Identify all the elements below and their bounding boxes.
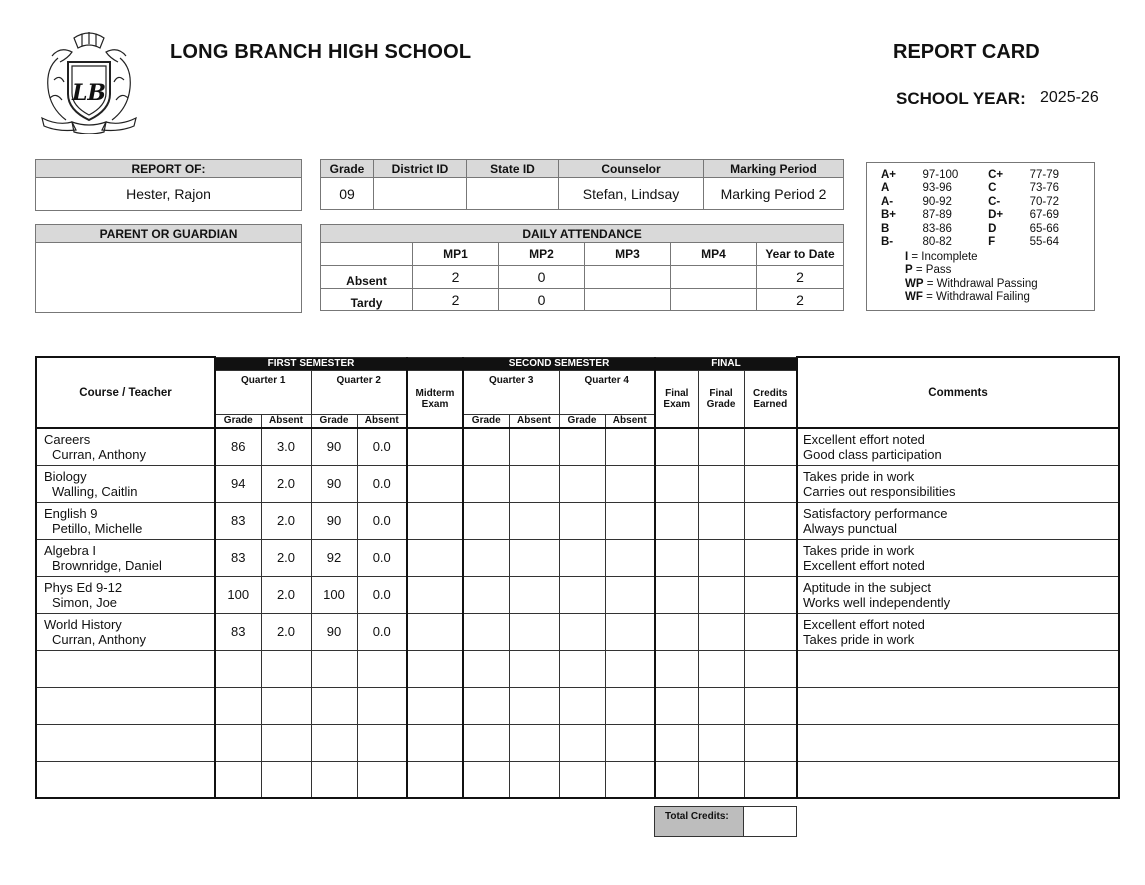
comment-line: Excellent effort noted [803, 616, 925, 632]
q1-absent [261, 687, 311, 724]
q2-absent [357, 687, 407, 724]
course-teacher-cell [36, 465, 215, 502]
q1-grade: 94 [215, 465, 261, 502]
q1-grade: 86 [215, 428, 261, 465]
credits-earned [744, 539, 797, 576]
grade-range: 67-69 [1029, 209, 1059, 222]
attendance-absent-mp4 [671, 266, 757, 289]
q1-absent-subheader: Absent [261, 414, 311, 428]
q1-absent [261, 650, 311, 687]
q4-absent [605, 650, 655, 687]
midterm-exam-header: Midterm Exam [407, 370, 463, 428]
course-row [36, 502, 1119, 539]
attendance-header-mp4: MP4 [671, 243, 757, 266]
midterm-exam [407, 539, 463, 576]
teacher-name: Petillo, Michelle [52, 520, 143, 536]
attendance-header-ytd: Year to Date [757, 243, 844, 266]
total-credits-label: Total Credits: [654, 806, 744, 837]
info-header-district-id: District ID [374, 160, 467, 178]
q2-grade [311, 724, 357, 761]
q2-grade [311, 687, 357, 724]
grade-letter: D [988, 222, 997, 235]
grade-letter: A- [881, 195, 894, 208]
grade-code: I [905, 251, 909, 263]
teacher-name: Curran, Anthony [52, 631, 146, 647]
course-teacher-cell [36, 576, 215, 613]
student-info-table [320, 159, 844, 210]
q3-grade [463, 428, 509, 465]
q4-absent [605, 428, 655, 465]
course-row [36, 428, 1119, 465]
comments-cell [797, 724, 1119, 761]
midterm-exam [407, 761, 463, 798]
grade-code-note [905, 291, 1038, 304]
final-grade [698, 761, 744, 798]
final-grade [698, 428, 744, 465]
q4-absent-subheader: Absent [605, 414, 655, 428]
grading-scale-table [881, 169, 1094, 249]
q3-grade [463, 761, 509, 798]
grade-letter: C [988, 182, 997, 195]
comments-cell [797, 761, 1119, 798]
course-teacher-cell [36, 761, 215, 798]
course-row [36, 576, 1119, 613]
guardian-label: PARENT OR GUARDIAN [36, 225, 302, 243]
info-counselor: Stefan, Lindsay [559, 178, 704, 210]
q3-absent [509, 650, 559, 687]
credits-earned [744, 502, 797, 539]
grade-range: 90-92 [922, 195, 952, 208]
q4-grade [559, 761, 605, 798]
q2-absent: 0.0 [357, 502, 407, 539]
school-year-label: SCHOOL YEAR: [896, 89, 1026, 108]
q1-absent: 2.0 [261, 613, 311, 650]
grade-range: 97-100 [922, 169, 959, 181]
school-name: LONG BRANCH HIGH SCHOOL [170, 41, 472, 63]
comments-cell [797, 539, 1119, 576]
final-grade [698, 539, 744, 576]
q1-grade [215, 724, 261, 761]
attendance-header-mp3: MP3 [585, 243, 671, 266]
q3-grade [463, 650, 509, 687]
course-teacher-cell [36, 613, 215, 650]
attendance-tardy-ytd: 2 [757, 289, 844, 311]
info-grade: 09 [321, 178, 374, 210]
attendance-header-mp2: MP2 [499, 243, 585, 266]
midterm-top-header [407, 357, 463, 370]
q1-absent [261, 724, 311, 761]
q1-absent: 3.0 [261, 428, 311, 465]
final-exam [655, 761, 698, 798]
credits-earned [744, 687, 797, 724]
grade-code-note [905, 251, 1038, 264]
comments-cell [797, 687, 1119, 724]
q3-grade [463, 687, 509, 724]
midterm-exam [407, 613, 463, 650]
course-teacher-cell [36, 650, 215, 687]
q3-grade-subheader: Grade [463, 414, 509, 428]
q3-grade [463, 465, 509, 502]
final-exam [655, 465, 698, 502]
comment-line: Satisfactory performance [803, 505, 948, 521]
empty-course-row [36, 724, 1119, 761]
empty-course-row [36, 761, 1119, 798]
q4-absent [605, 539, 655, 576]
midterm-exam [407, 576, 463, 613]
comments-cell [797, 428, 1119, 465]
comment-line: Aptitude in the subject [803, 579, 931, 595]
grade-scale-row [881, 196, 1094, 209]
q1-absent: 2.0 [261, 465, 311, 502]
q4-grade-subheader: Grade [559, 414, 605, 428]
course-name: World History [44, 616, 122, 632]
final-grade [698, 502, 744, 539]
final-exam [655, 502, 698, 539]
credits-earned-header: Credits Earned [744, 370, 797, 428]
grade-code-note [905, 264, 1038, 277]
q1-grade [215, 687, 261, 724]
grade-code-meaning: = Incomplete [908, 251, 978, 263]
q2-absent: 0.0 [357, 613, 407, 650]
credits-earned [744, 724, 797, 761]
course-teacher-cell [36, 687, 215, 724]
attendance-table [320, 224, 844, 311]
final-grade [698, 724, 744, 761]
attendance-tardy-mp2: 0 [499, 289, 585, 311]
q3-grade [463, 724, 509, 761]
midterm-exam [407, 502, 463, 539]
second-semester-header: SECOND SEMESTER [463, 357, 655, 370]
grade-scale-row [881, 236, 1094, 249]
comments-cell [797, 576, 1119, 613]
quarter2-header: Quarter 2 [311, 370, 407, 414]
attendance-absent-mp1: 2 [413, 266, 499, 289]
q2-absent [357, 724, 407, 761]
comments-cell [797, 613, 1119, 650]
info-header-grade: Grade [321, 160, 374, 178]
comment-line: Works well independently [803, 594, 951, 610]
grade-range: 80-82 [922, 236, 952, 249]
report-of-box [35, 159, 302, 211]
info-marking-period: Marking Period 2 [704, 178, 844, 210]
q3-absent [509, 428, 559, 465]
q4-grade [559, 724, 605, 761]
crest-monogram: LB [71, 80, 107, 106]
q1-grade-subheader: Grade [215, 414, 261, 428]
final-exam [655, 650, 698, 687]
credits-earned [744, 465, 797, 502]
quarter3-header: Quarter 3 [463, 370, 559, 414]
q3-grade [463, 576, 509, 613]
grade-letter: A+ [881, 169, 897, 181]
q1-grade [215, 761, 261, 798]
grade-code-meaning: = Pass [912, 264, 952, 277]
final-header: FINAL [655, 357, 797, 370]
q4-grade [559, 539, 605, 576]
q4-grade [559, 428, 605, 465]
credits-earned [744, 761, 797, 798]
comments-cell [797, 465, 1119, 502]
comments-header: Comments [797, 357, 1119, 428]
q1-absent: 2.0 [261, 539, 311, 576]
teacher-name: Brownridge, Daniel [52, 557, 162, 573]
midterm-exam [407, 650, 463, 687]
course-row [36, 539, 1119, 576]
q2-absent-subheader: Absent [357, 414, 407, 428]
midterm-exam [407, 465, 463, 502]
comment-line: Good class participation [803, 446, 942, 462]
comment-line: Takes pride in work [803, 542, 915, 558]
grades-table [35, 356, 1120, 799]
school-year-value: 2025-26 [1040, 89, 1099, 106]
final-grade [698, 613, 744, 650]
grade-code: WP [905, 277, 924, 290]
q1-absent [261, 761, 311, 798]
attendance-tardy-label: Tardy [321, 289, 413, 311]
info-district-id [374, 178, 467, 210]
grade-letter: D+ [988, 209, 1004, 222]
q4-absent [605, 687, 655, 724]
credits-earned [744, 576, 797, 613]
midterm-exam [407, 687, 463, 724]
grade-letter: B+ [881, 209, 897, 222]
q3-absent [509, 576, 559, 613]
q2-grade [311, 650, 357, 687]
grade-range: 73-76 [1029, 182, 1059, 195]
grade-letter: A [881, 182, 890, 195]
comment-line: Excellent effort noted [803, 557, 925, 573]
q4-grade [559, 650, 605, 687]
course-name: Phys Ed 9-12 [44, 579, 123, 595]
attendance-tardy-mp1: 2 [413, 289, 499, 311]
q2-absent [357, 650, 407, 687]
q1-grade: 83 [215, 539, 261, 576]
course-row [36, 465, 1119, 502]
credits-earned [744, 650, 797, 687]
empty-course-row [36, 650, 1119, 687]
final-exam [655, 613, 698, 650]
attendance-absent-mp2: 0 [499, 266, 585, 289]
comment-line: Takes pride in work [803, 468, 915, 484]
q1-grade: 83 [215, 613, 261, 650]
quarter4-header: Quarter 4 [559, 370, 655, 414]
q2-absent: 0.0 [357, 539, 407, 576]
teacher-name: Curran, Anthony [52, 446, 146, 462]
grading-scale-legend [866, 162, 1095, 311]
course-teacher-cell [36, 539, 215, 576]
q1-grade: 83 [215, 502, 261, 539]
course-teacher-header: Course / Teacher [36, 357, 215, 428]
final-exam [655, 539, 698, 576]
info-state-id [467, 178, 559, 210]
final-grade-header: Final Grade [698, 370, 744, 428]
grade-scale-row [881, 223, 1094, 236]
grade-range: 83-86 [922, 222, 952, 235]
grade-code-meaning: = Withdrawal Failing [922, 291, 1030, 304]
grade-code-note [905, 278, 1038, 291]
q4-absent [605, 502, 655, 539]
q4-grade [559, 576, 605, 613]
grade-scale-row [881, 209, 1094, 222]
grade-scale-row [881, 169, 1094, 182]
attendance-header-mp1: MP1 [413, 243, 499, 266]
attendance-absent-ytd: 2 [757, 266, 844, 289]
q3-absent-subheader: Absent [509, 414, 559, 428]
final-exam-header: Final Exam [655, 370, 698, 428]
final-grade [698, 576, 744, 613]
guardian-value [36, 243, 302, 313]
final-exam [655, 428, 698, 465]
q2-grade: 90 [311, 428, 357, 465]
final-grade [698, 650, 744, 687]
info-header-counselor: Counselor [559, 160, 704, 178]
grade-letter: C+ [988, 169, 1004, 181]
q2-grade: 92 [311, 539, 357, 576]
final-exam [655, 687, 698, 724]
course-name: Careers [44, 431, 91, 447]
q2-grade: 90 [311, 502, 357, 539]
final-grade [698, 687, 744, 724]
teacher-name: Walling, Caitlin [52, 483, 138, 499]
q1-grade: 100 [215, 576, 261, 613]
q4-grade [559, 613, 605, 650]
student-name: Hester, Rajon [36, 178, 302, 211]
grade-scale-row [881, 182, 1094, 195]
q4-grade [559, 502, 605, 539]
grade-code: P [905, 264, 913, 277]
q2-absent: 0.0 [357, 576, 407, 613]
document-title: REPORT CARD [893, 41, 1040, 63]
grade-letter: C- [988, 195, 1001, 208]
q4-grade [559, 465, 605, 502]
credits-earned [744, 428, 797, 465]
q2-grade-subheader: Grade [311, 414, 357, 428]
grade-letter: F [988, 236, 996, 249]
q3-grade [463, 613, 509, 650]
q3-absent [509, 687, 559, 724]
q3-absent [509, 613, 559, 650]
quarter1-header: Quarter 1 [215, 370, 311, 414]
attendance-absent-mp3 [585, 266, 671, 289]
credits-earned [744, 613, 797, 650]
course-name: Biology [44, 468, 87, 484]
q3-absent [509, 724, 559, 761]
q3-absent [509, 539, 559, 576]
info-header-state-id: State ID [467, 160, 559, 178]
q4-absent [605, 576, 655, 613]
grade-range: 70-72 [1029, 195, 1059, 208]
grade-range: 55-64 [1029, 236, 1059, 249]
comments-cell [797, 650, 1119, 687]
attendance-tardy-mp4 [671, 289, 757, 311]
grade-range: 77-79 [1029, 169, 1059, 181]
q4-absent [605, 724, 655, 761]
comment-line: Excellent effort noted [803, 431, 925, 447]
course-name: English 9 [44, 505, 98, 521]
attendance-absent-label: Absent [321, 266, 413, 289]
final-exam [655, 724, 698, 761]
comment-line: Takes pride in work [803, 631, 915, 647]
school-crest-logo [38, 28, 140, 134]
grade-range: 65-66 [1029, 222, 1059, 235]
q2-grade: 90 [311, 613, 357, 650]
grade-letter: B [881, 222, 890, 235]
q2-grade: 100 [311, 576, 357, 613]
grade-range: 93-96 [922, 182, 952, 195]
final-grade [698, 465, 744, 502]
q3-grade [463, 502, 509, 539]
q4-absent [605, 613, 655, 650]
q3-absent [509, 502, 559, 539]
q2-grade: 90 [311, 465, 357, 502]
course-teacher-cell [36, 428, 215, 465]
q1-absent: 2.0 [261, 576, 311, 613]
grade-letter: B- [881, 236, 894, 249]
course-row [36, 613, 1119, 650]
final-exam [655, 576, 698, 613]
q3-absent [509, 465, 559, 502]
q3-absent [509, 761, 559, 798]
q4-grade [559, 687, 605, 724]
midterm-exam [407, 724, 463, 761]
teacher-name: Simon, Joe [52, 594, 118, 610]
comment-line: Always punctual [803, 520, 897, 536]
attendance-tardy-mp3 [585, 289, 671, 311]
comment-line: Carries out responsibilities [803, 483, 956, 499]
q2-absent: 0.0 [357, 465, 407, 502]
report-of-label: REPORT OF: [36, 160, 302, 178]
info-header-marking-period: Marking Period [704, 160, 844, 178]
q2-absent [357, 761, 407, 798]
course-teacher-cell [36, 724, 215, 761]
q1-grade [215, 650, 261, 687]
course-name: Algebra I [44, 542, 97, 558]
empty-course-row [36, 687, 1119, 724]
q2-grade [311, 761, 357, 798]
grade-code-meaning: = Withdrawal Passing [923, 277, 1038, 290]
q4-absent [605, 761, 655, 798]
q1-absent: 2.0 [261, 502, 311, 539]
guardian-box [35, 224, 302, 313]
comments-cell [797, 502, 1119, 539]
grade-code-notes [905, 251, 1038, 305]
grade-range: 87-89 [922, 209, 952, 222]
q2-absent: 0.0 [357, 428, 407, 465]
first-semester-header: FIRST SEMESTER [215, 357, 407, 370]
q3-grade [463, 539, 509, 576]
midterm-exam [407, 428, 463, 465]
total-credits-value [743, 806, 797, 837]
grade-code: WF [905, 291, 923, 304]
attendance-corner [321, 243, 413, 266]
q4-absent [605, 465, 655, 502]
attendance-title: DAILY ATTENDANCE [321, 225, 844, 243]
course-teacher-cell [36, 502, 215, 539]
